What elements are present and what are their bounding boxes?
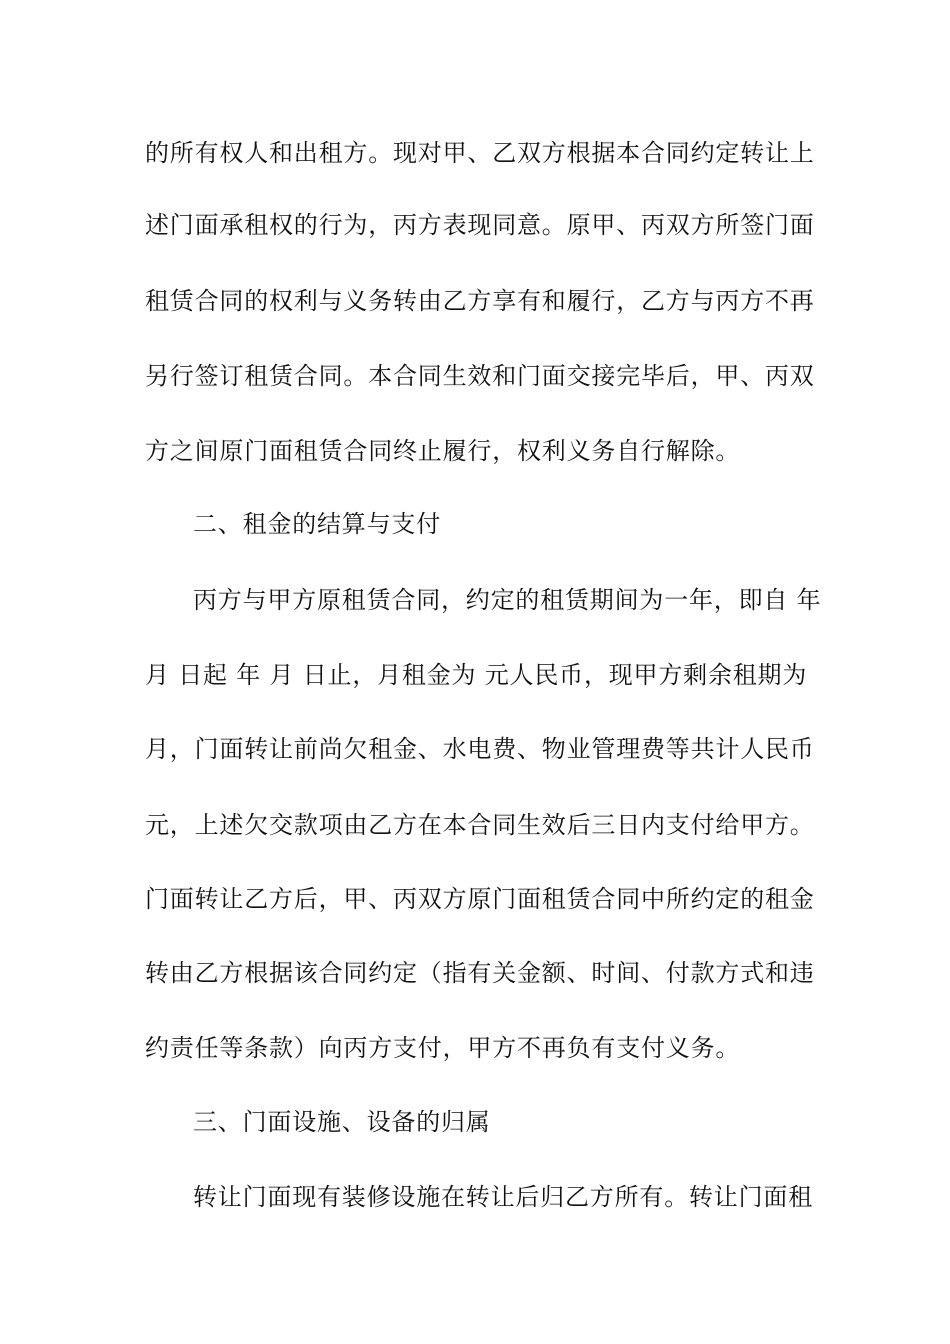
body-text-line: 另行签订租赁合同。本合同生效和门面交接完毕后，甲、丙双 — [145, 362, 815, 390]
body-text-line: 月 日起 年 月 日止，月租金为 元人民币，现甲方剩余租期为 — [145, 661, 808, 689]
body-text-line: 租赁合同的权利与义务转由乙方享有和履行，乙方与丙方不再 — [145, 287, 815, 315]
section-heading: 三、门面设施、设备的归属 — [193, 1108, 491, 1136]
body-text-line: 的所有权人和出租方。现对甲、乙双方根据本合同约定转让上 — [145, 139, 815, 167]
body-text-line: 元，上述欠交款项由乙方在本合同生效后三日内支付给甲方。 — [145, 811, 815, 839]
body-text-line: 约责任等条款）向丙方支付，甲方不再负有支付义务。 — [145, 1034, 741, 1062]
body-text-line: 述门面承租权的行为，丙方表现同意。原甲、丙双方所签门面 — [145, 211, 815, 239]
body-text-line: 方之间原门面租赁合同终止履行，权利义务自行解除。 — [145, 437, 741, 465]
body-text-line: 转让门面现有装修设施在转让后归乙方所有。转让门面租 — [193, 1183, 813, 1211]
body-text-line: 月，门面转让前尚欠租金、水电费、物业管理费等共计人民币 — [145, 735, 815, 763]
body-text-line: 丙方与甲方原租赁合同，约定的租赁期间为一年，即自 年 — [193, 586, 822, 614]
section-heading: 二、租金的结算与支付 — [193, 510, 441, 538]
body-text-line: 门面转让乙方后，甲、丙双方原门面租赁合同中所约定的租金 — [145, 885, 815, 913]
body-text-line: 转由乙方根据该合同约定（指有关金额、时间、付款方式和违 — [145, 959, 815, 987]
